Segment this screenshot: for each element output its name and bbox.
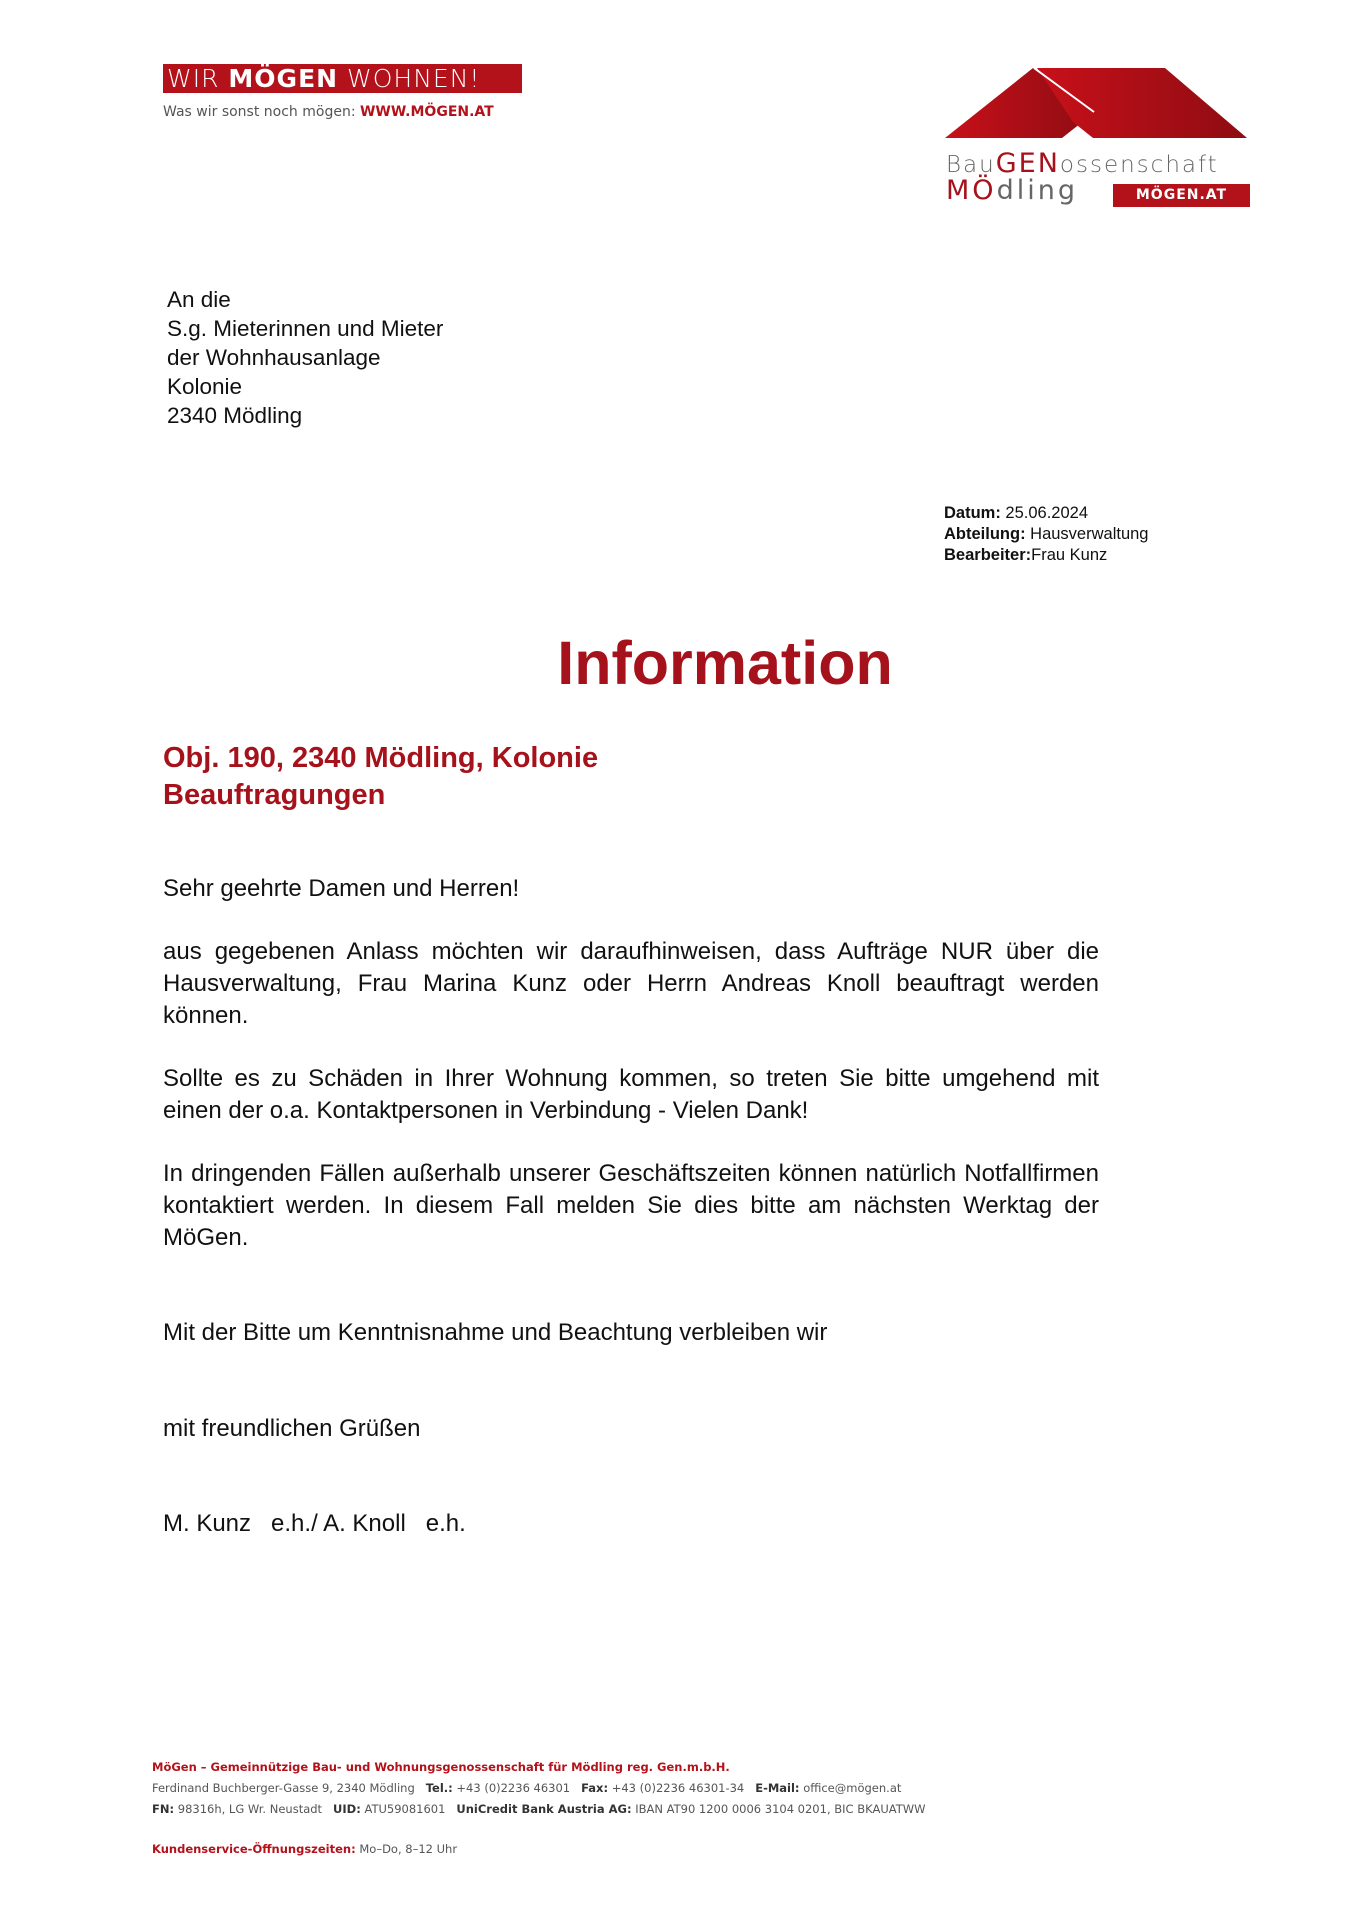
footer-hours-value: Mo–Do, 8–12 Uhr	[359, 1842, 458, 1856]
meta-value: Frau Kunz	[1031, 546, 1108, 564]
footer-bank: IBAN AT90 1200 0006 3104 0201, BIC BKAUATWW	[635, 1802, 926, 1816]
document-title: Information	[557, 629, 893, 697]
logo-text: GEN	[995, 148, 1060, 179]
address-line: Kolonie	[167, 374, 243, 399]
logo-text: ossenschaft	[1059, 152, 1219, 178]
footer-label: FN:	[152, 1802, 175, 1816]
footer-fax: +43 (0)2236 46301-34	[611, 1781, 745, 1795]
footer-label: Kundenservice-Öffnungszeiten:	[152, 1842, 356, 1856]
address-line: 2340 Mödling	[167, 403, 303, 428]
footer-label: Tel.:	[425, 1781, 453, 1795]
footer-fn: 98316h, LG Wr. Neustadt	[177, 1802, 323, 1816]
footer-contact	[152, 1781, 901, 1795]
footer-label: Fax:	[581, 1781, 609, 1795]
meta-date	[944, 503, 1148, 524]
footer-address: Ferdinand Buchberger-Gasse 9, 2340 Mödling	[152, 1781, 415, 1795]
subject-line: Obj. 190, 2340 Mödling, Kolonie	[163, 742, 599, 774]
slogan-banner	[163, 64, 522, 93]
address-line: der Wohnhausanlage	[167, 345, 381, 370]
meta-label: Abteilung:	[944, 525, 1026, 543]
meta-label: Datum:	[944, 504, 1001, 522]
footer-email[interactable]: office@mögen.at	[803, 1781, 902, 1795]
paragraph: Sollte es zu Schäden in Ihrer Wohnung kommen, so treten Sie bitte umgehend mit einen der o.a. Kontaktpersonen in Verbindung - Vielen Dank!	[163, 1065, 1099, 1124]
meta-department	[944, 524, 1148, 545]
footer-label: E-Mail:	[755, 1781, 800, 1795]
footer-uid: ATU59081601	[364, 1802, 446, 1816]
greeting: Sehr geehrte Damen und Herren!	[163, 875, 520, 902]
logo-text-line2	[946, 175, 1078, 206]
footer-registry	[152, 1802, 925, 1816]
meta-value: 25.06.2024	[1000, 504, 1089, 522]
footer-hours	[152, 1842, 457, 1856]
recipient-address	[167, 285, 443, 430]
footer-tel: +43 (0)2236 46301	[456, 1781, 571, 1795]
address-line: S.g. Mieterinnen und Mieter	[167, 316, 444, 341]
signature: M. Kunz e.h./ A. Knoll e.h.	[163, 1510, 466, 1537]
logo-text: Bau	[946, 152, 996, 178]
slogan-part: WIR	[167, 64, 229, 93]
footer-label: UniCredit Bank Austria AG:	[456, 1802, 632, 1816]
slogan-part: MÖGEN	[228, 64, 339, 93]
subject-line: Beauftragungen	[163, 779, 386, 811]
website-link[interactable]: WWW.MÖGEN.AT	[359, 104, 494, 120]
logo-text: dling	[996, 175, 1078, 206]
footer-company: MöGen – Gemeinnützige Bau- und Wohnungsgenossenschaft für Mödling reg. Gen.m.b.H.	[152, 1760, 730, 1774]
closing: Mit der Bitte um Kenntnisnahme und Beachtung verbleiben wir	[163, 1319, 828, 1346]
logo-badge: MÖGEN.AT	[1113, 184, 1250, 207]
meta-label: Bearbeiter:	[944, 546, 1032, 564]
footer-label: UID:	[333, 1802, 361, 1816]
salutation: mit freundlichen Grüßen	[163, 1415, 421, 1442]
subject	[163, 740, 598, 814]
letter-meta	[944, 503, 1148, 566]
address-line: An die	[167, 287, 231, 312]
paragraph: In dringenden Fällen außerhalb unserer Geschäftszeiten können natürlich Notfallfirmen kontaktiert werden. In diesem Fall melden Sie dies bitte am nächsten Werktag der MöGen.	[163, 1160, 1099, 1251]
tagline	[163, 104, 494, 120]
tagline-text: Was wir sonst noch mögen:	[163, 104, 360, 120]
meta-value: Hausverwaltung	[1025, 525, 1149, 543]
meta-editor	[944, 545, 1148, 566]
logo-text: MÖ	[946, 175, 997, 206]
paragraph: aus gegebenen Anlass möchten wir daraufhinweisen, dass Aufträge NUR über die Hausverwaltung, Frau Marina Kunz oder Herrn Andreas Knoll beauftragt werden können.	[163, 938, 1099, 1029]
slogan-part: WOHNEN!	[338, 64, 481, 93]
